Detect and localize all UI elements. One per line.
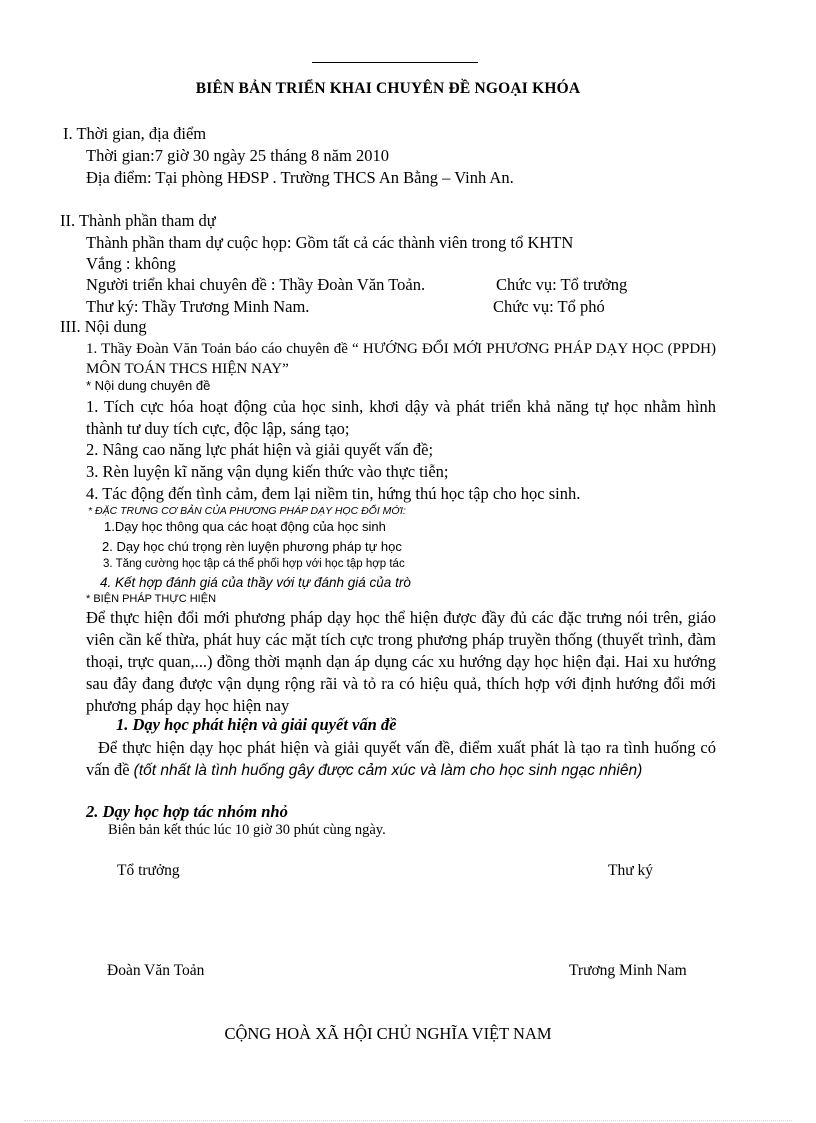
secretary-role: Chức vụ: Tổ phó: [493, 297, 605, 316]
presenter: Người triển khai chuyên đề : Thầy Đoàn Văn Toản.: [86, 275, 426, 294]
measures-text: Để thực hiện đổi mới phương pháp dạy học thể hiện được đầy đủ các đặc trưng nói trên, giáo viên cần kế thừa, phát huy các mặt tích cực trong phương pháp truyền thống (thuyết trình, đàm thoại, trực quan,...) đồng thời mạnh dạn áp dụng các xu hướng dạy học hiện đại. Hai xu hướng sau đây đang được vận dụng rộng rãi và tỏ ra có hiệu quả, thích hợp với định hướng đổi mới phương pháp dạy học hiện nay: [86, 608, 716, 715]
footer-heading: CỘNG HOÀ XÃ HỘI CHỦ NGHĨA VIỆT NAM: [224, 1024, 552, 1043]
content-point-2: 2. Nâng cao năng lực phát hiện và giải quyết vấn đề;: [86, 440, 434, 459]
signature-right-name: Trương Minh Nam: [569, 962, 687, 979]
signature-left-name: Đoàn Văn Toản: [107, 962, 205, 979]
attendees: Thành phần tham dự cuộc họp: Gồm tất cả các thành viên trong tổ KHTN: [86, 233, 574, 252]
features-heading: * ĐẶC TRƯNG CƠ BẢN CỦA PHƯƠNG PHÁP DẠY HỌC ĐỔI MỚI:: [88, 505, 406, 517]
section-1-heading: I. Thời gian, địa điểm: [63, 124, 207, 143]
closing-statement: Biên bản kết thúc lúc 10 giờ 30 phút cùng ngày.: [108, 822, 386, 838]
measures-heading: * BIỆN PHÁP THỰC HIỆN: [86, 593, 217, 605]
subsection-1-heading: 1. Dạy học phát hiện và giải quyết vấn đề: [116, 715, 397, 734]
report-statement: 1. Thầy Đoàn Văn Toản báo cáo chuyên đề “ HƯỚNG ĐỔI MỚI PHƯƠNG PHÁP DẠY HỌC (PPDH) MÔN TOÁN THCS HIỆN NAY”: [86, 341, 716, 377]
subsection-1-body: Để thực hiện dạy học phát hiện và giải quyết vấn đề, điểm xuất phát là tạo ra tình huống có vấn đề: [86, 738, 716, 779]
section-2-heading: II. Thành phần tham dự: [60, 211, 216, 230]
feature-3: 3. Tăng cường học tập cá thể phối hợp với học tập hợp tác: [103, 558, 405, 570]
content-point-3: 3. Rèn luyện kĩ năng vận dụng kiến thức vào thực tiễn;: [86, 462, 449, 481]
feature-4: 4. Kết hợp đánh giá của thầy với tự đánh giá của trò: [100, 575, 411, 590]
subsection-1-text: [86, 737, 716, 782]
top-rule: [312, 62, 478, 63]
meeting-place: Địa điểm: Tại phòng HĐSP . Trường THCS An Bằng – Vinh An.: [86, 168, 514, 187]
page-bottom-divider: [24, 1120, 792, 1121]
signature-left-role: Tổ trưởng: [117, 862, 180, 879]
presenter-role: Chức vụ: Tổ trưởng: [496, 275, 628, 294]
content-label: * Nội dung chuyên đề: [86, 378, 211, 393]
content-point-1: 1. Tích cực hóa hoạt động của học sinh, khơi dậy và phát triển khả năng tự học nhằm hình thành tư duy tích cực, độc lập, sáng tạo;: [86, 397, 716, 438]
absentees: Vắng : không: [86, 254, 176, 273]
section-3-heading: III. Nội dung: [60, 317, 147, 336]
secretary: Thư ký: Thầy Trương Minh Nam.: [86, 297, 310, 316]
meeting-time: Thời gian:7 giờ 30 ngày 25 tháng 8 năm 2010: [86, 146, 389, 165]
content-point-4: 4. Tác động đến tình cảm, đem lại niềm tin, hứng thú học tập cho học sinh.: [86, 484, 581, 503]
subsection-2-heading: 2. Dạy học hợp tác nhóm nhỏ: [86, 802, 288, 821]
feature-1: 1.Dạy học thông qua các hoạt động của học sinh: [104, 519, 386, 534]
subsection-1-note: (tốt nhất là tình huống gây được cảm xúc và làm cho học sinh ngạc nhiên): [133, 762, 643, 779]
feature-2: 2. Dạy học chú trọng rèn luyện phương pháp tự học: [102, 539, 402, 554]
signature-right-role: Thư ký: [608, 862, 653, 879]
document-title: BIÊN BẢN TRIỂN KHAI CHUYÊN ĐỀ NGOẠI KHÓA: [195, 80, 581, 97]
